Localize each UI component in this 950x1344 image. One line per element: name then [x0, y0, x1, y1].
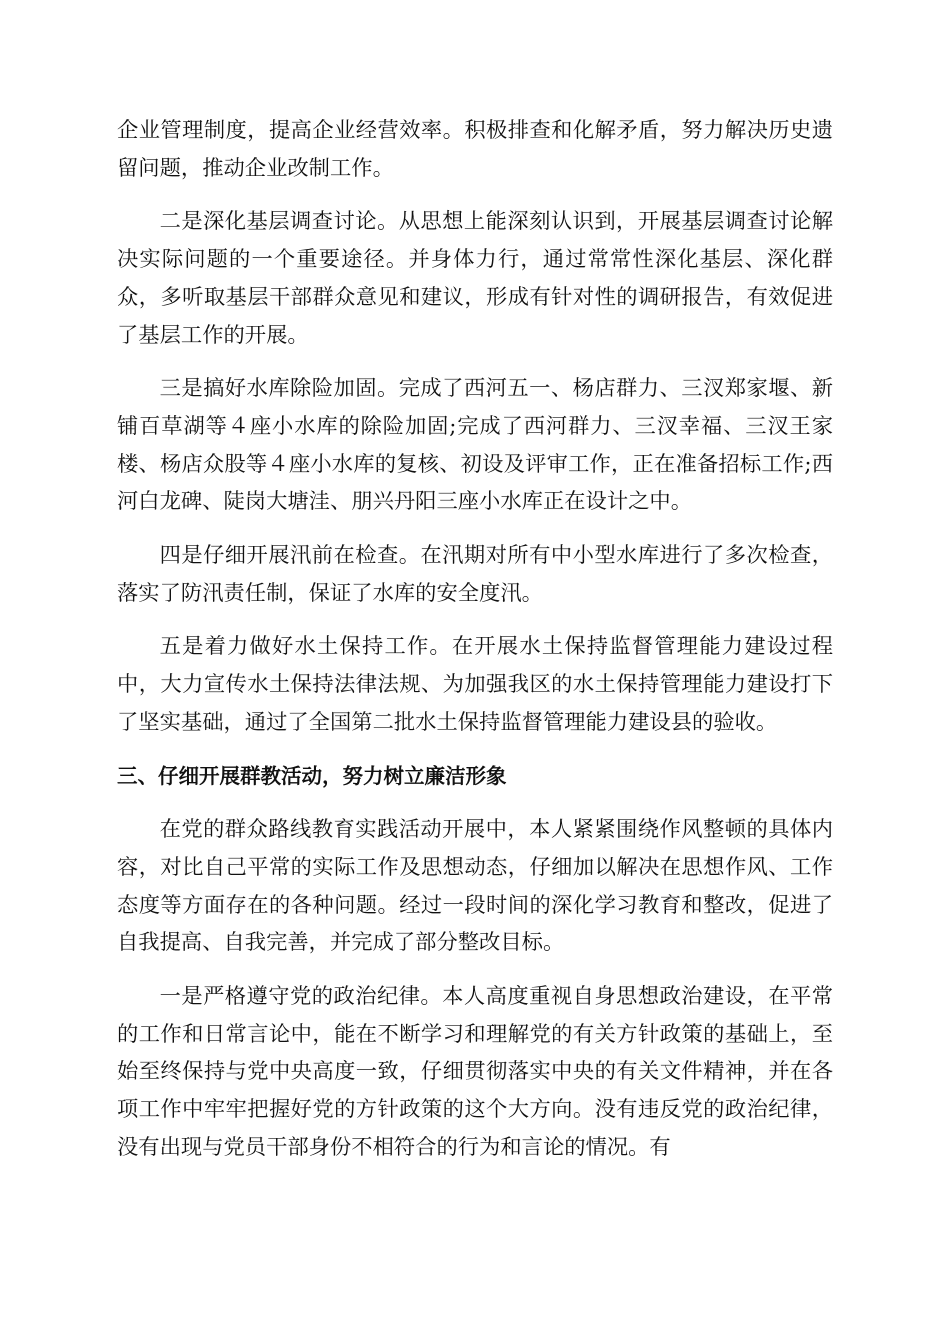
paragraph-continuation: 企业管理制度，提高企业经营效率。积极排查和化解矛盾，努力解决历史遗留问题，推动企业改制工作。 — [117, 118, 833, 181]
section-heading: 三、仔细开展群教活动，努力树立廉洁形象 — [117, 763, 507, 788]
paragraph-reservoir-reinforcement: 三是搞好水库除险加固。完成了西河五一、杨店群力、三汊郑家堰、新铺百草湖等４座小水库的除险加固;完成了西河群力、三汊幸福、三汊王家楼、杨店众股等４座小水库的复核、初设及评审工作，正在准备招标工作;西河白龙碑、陡岗大塘洼、朋兴丹阳三座小水库正在设计之中。 — [117, 376, 833, 515]
paragraph-grassroots-research: 二是深化基层调查讨论。从思想上能深刻认识到，开展基层调查讨论解决实际问题的一个重要途径。并身体力行，通过常常性深化基层、深化群众，多听取基层干部群众意见和建议，形成有针对性的调研报告，有效促进了基层工作的开展。 — [117, 209, 833, 348]
document-page — [117, 112, 833, 1183]
paragraph-flood-inspection: 四是仔细开展汛前在检查。在汛期对所有中小型水库进行了多次检查，落实了防汛责任制，保证了水库的安全度汛。 — [117, 543, 833, 606]
paragraph-mass-line-education: 在党的群众路线教育实践活动开展中，本人紧紧围绕作风整顿的具体内容，对比自己平常的实际工作及思想动态，仔细加以解决在思想作风、工作态度等方面存在的各种问题。经过一段时间的深化学习教育和整改，促进了自我提高、自我完善，并完成了部分整改目标。 — [117, 817, 833, 956]
paragraph-political-discipline: 一是严格遵守党的政治纪律。本人高度重视自身思想政治建设，在平常的工作和日常言论中，能在不断学习和理解党的有关方针政策的基础上，至始至终保持与党中央高度一致，仔细贯彻落实中央的有关文件精神，并在各项工作中牢牢把握好党的方针政策的这个大方向。没有违反党的政治纪律，没有出现与党员干部身份不相符合的行为和言论的情况。有 — [117, 984, 833, 1160]
paragraph-soil-conservation: 五是着力做好水土保持工作。在开展水土保持监督管理能力建设过程中，大力宣传水土保持法律法规、为加强我区的水土保持管理能力建设打下了坚实基础，通过了全国第二批水土保持监督管理能力建设县的验收。 — [117, 634, 833, 735]
